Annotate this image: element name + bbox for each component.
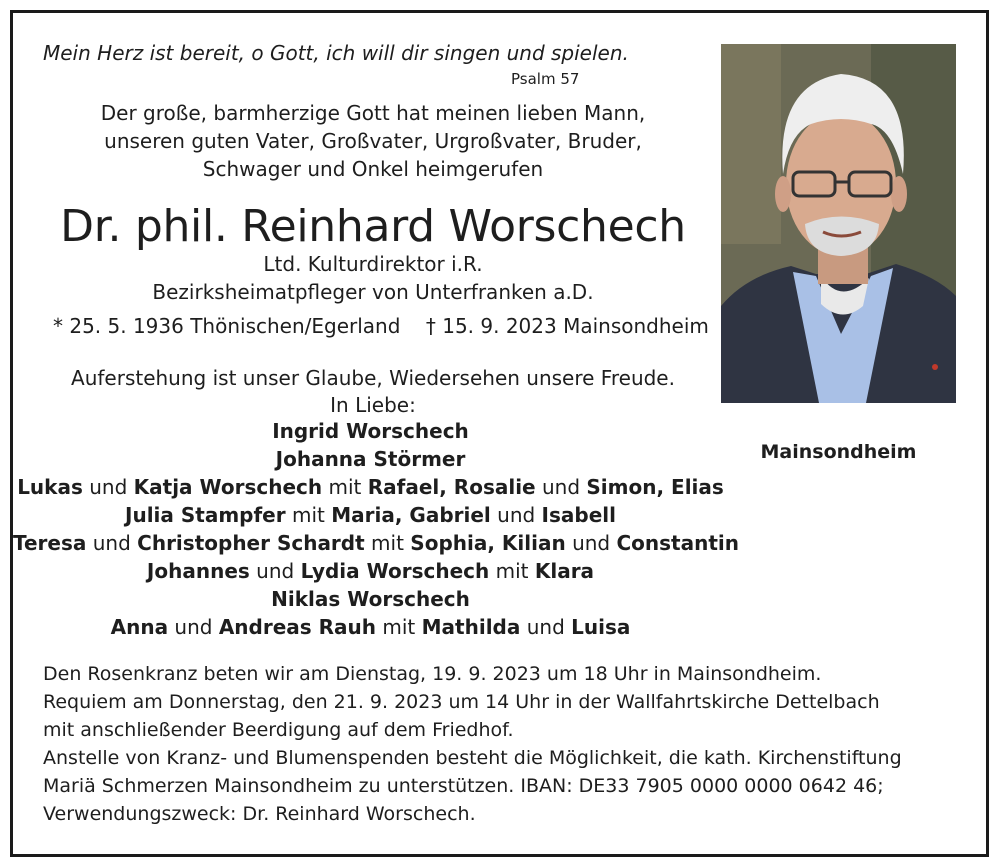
family-connector: und bbox=[86, 531, 138, 555]
announcement-line: Anstelle von Kranz- und Blumenspenden besteht die Möglichkeit, die kath. Kirchenstiftung bbox=[43, 747, 902, 769]
family-member-name: Klara bbox=[534, 559, 595, 583]
family-member-name: Ingrid Worschech bbox=[272, 419, 469, 443]
motto-verse: Mein Herz ist bereit, o Gott, ich will dir singen und spielen. bbox=[43, 41, 629, 65]
family-connector: und bbox=[249, 559, 301, 583]
family-connector: mit bbox=[322, 475, 368, 499]
family-connector: und bbox=[520, 615, 572, 639]
family-member-name: Christopher Schardt bbox=[137, 531, 365, 555]
family-member-line bbox=[13, 587, 728, 611]
family-member-name: Teresa bbox=[13, 531, 87, 555]
family-member-name: Luisa bbox=[571, 615, 631, 639]
intro-line: Der große, barmherzige Gott hat meinen lieben Mann, bbox=[100, 101, 646, 125]
family-member-name: Constantin bbox=[616, 531, 739, 555]
family-member-line bbox=[13, 475, 728, 499]
intro-line: Schwager und Onkel heimgerufen bbox=[202, 157, 544, 181]
family-member-name: Andreas Rauh bbox=[218, 615, 377, 639]
family-member-name: Lukas bbox=[17, 475, 83, 499]
family-member-name: Lydia Worschech bbox=[300, 559, 490, 583]
family-member-line bbox=[13, 615, 728, 639]
family-connector: und bbox=[82, 475, 134, 499]
psalm-reference: Psalm 57 bbox=[511, 70, 580, 88]
family-connector: und bbox=[168, 615, 219, 639]
family-member-name: Rafael, Rosalie bbox=[367, 475, 536, 499]
title-line: Ltd. Kulturdirektor i.R. bbox=[263, 252, 483, 276]
title-line: Bezirksheimatpfleger von Unterfranken a.D. bbox=[152, 280, 594, 304]
family-member-line bbox=[13, 559, 728, 583]
faith-quote: Auferstehung ist unser Glaube, Wiedersehen unsere Freude. bbox=[71, 366, 675, 390]
place-caption: Mainsondheim bbox=[760, 441, 917, 463]
family-member-line bbox=[13, 447, 728, 471]
family-member-name: Isabell bbox=[541, 503, 616, 527]
family-member-line bbox=[13, 503, 728, 527]
family-connector: und bbox=[490, 503, 542, 527]
family-connector: mit bbox=[364, 531, 411, 555]
family-member-name: Mathilda bbox=[421, 615, 521, 639]
family-connector: mit bbox=[285, 503, 332, 527]
announcement-line: Mariä Schmerzen Mainsondheim zu unterstützen. IBAN: DE33 7905 0000 0000 0642 46; bbox=[43, 775, 884, 797]
announcement-line: Den Rosenkranz beten wir am Dienstag, 19. 9. 2023 um 18 Uhr in Mainsondheim. bbox=[43, 663, 822, 685]
family-connector: und bbox=[535, 475, 587, 499]
family-member-name: Maria, Gabriel bbox=[331, 503, 491, 527]
announcement-line: Requiem am Donnerstag, den 21. 9. 2023 um 14 Uhr in der Wallfahrtskirche Dettelbach bbox=[43, 691, 880, 713]
family-connector: mit bbox=[489, 559, 535, 583]
family-member-name: Julia Stampfer bbox=[125, 503, 286, 527]
family-member-name: Simon, Elias bbox=[586, 475, 724, 499]
family-connector: und bbox=[565, 531, 617, 555]
family-member-name: Johanna Störmer bbox=[275, 447, 466, 471]
family-member-name: Anna bbox=[110, 615, 169, 639]
life-dates: * 25. 5. 1936 Thönischen/Egerland † 15. 9. 2023 Mainsondheim bbox=[53, 314, 709, 338]
deceased-name: Dr. phil. Reinhard Worschech bbox=[60, 201, 686, 252]
family-member-line bbox=[13, 419, 728, 443]
family-member-name: Sophia, Kilian bbox=[410, 531, 566, 555]
announcement-line: mit anschließender Beerdigung auf dem Friedhof. bbox=[43, 719, 514, 741]
portrait-photo bbox=[721, 44, 956, 403]
in-liebe-label: In Liebe: bbox=[330, 393, 416, 417]
announcement-line: Verwendungszweck: Dr. Reinhard Worschech. bbox=[43, 803, 476, 825]
family-member-line bbox=[13, 531, 739, 555]
family-member-name: Niklas Worschech bbox=[271, 587, 470, 611]
family-connector: mit bbox=[376, 615, 422, 639]
family-member-name: Katja Worschech bbox=[133, 475, 323, 499]
intro-line: unseren guten Vater, Großvater, Urgroßvater, Bruder, bbox=[104, 129, 642, 153]
obituary-frame bbox=[10, 10, 989, 857]
family-member-name: Johannes bbox=[146, 559, 250, 583]
